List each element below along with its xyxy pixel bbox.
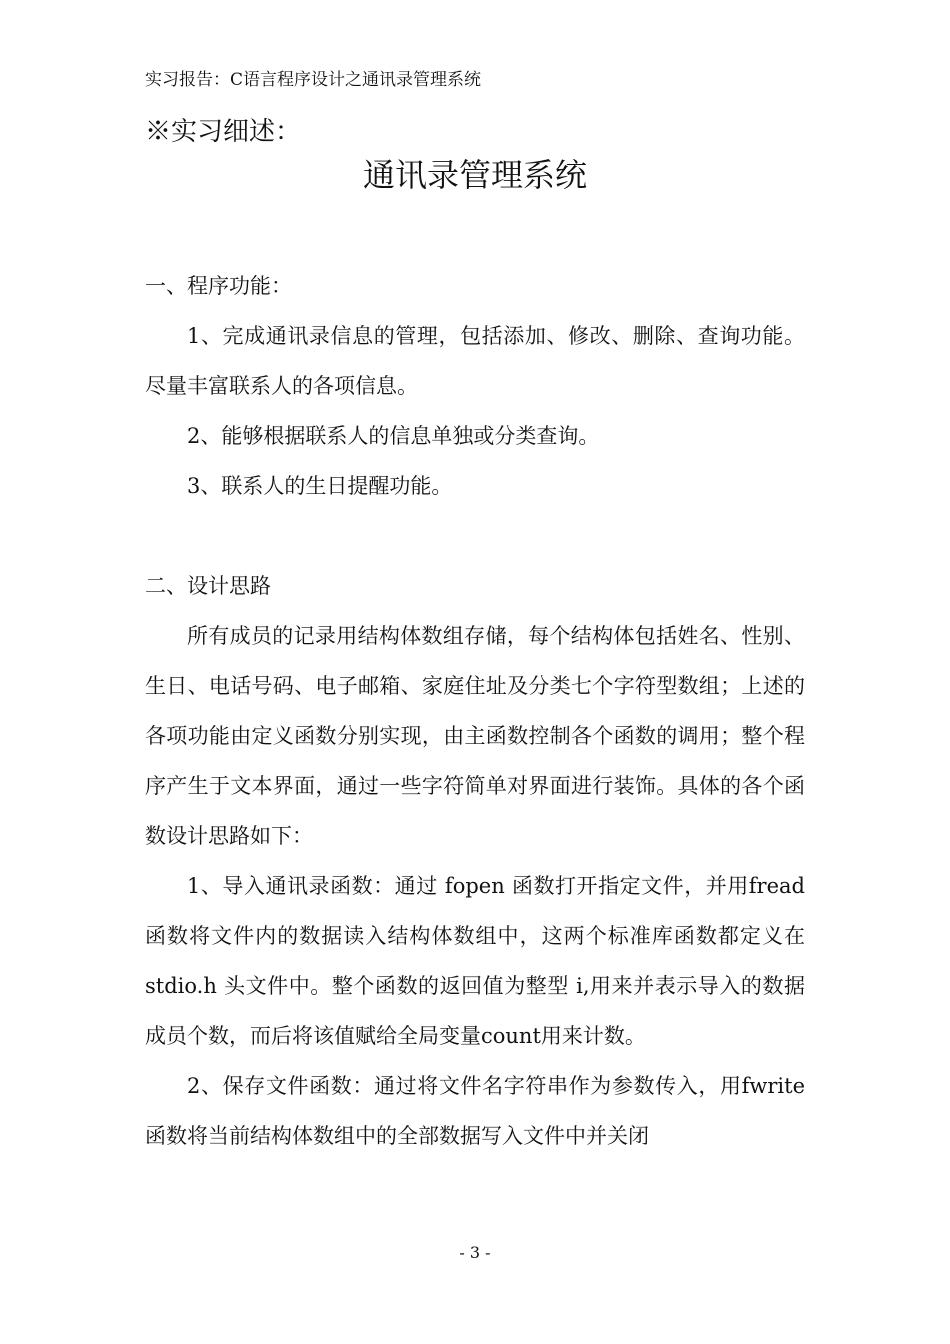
- body-paragraph: 所有成员的记录用结构体数组存储，每个结构体包括姓名、性别、生日、电话号码、电子邮箱、家庭住址及分类七个字符型数组；上述的各项功能由定义函数分别实现，由主函数控制各个函数的调用；整个程序产生于文本界面，通过一些字符简单对界面进行装饰。具体的各个函数设计思路如下：: [145, 624, 805, 848]
- body-paragraph: 1、导入通讯录函数：通过 fopen 函数打开指定文件，并用fread函数将文件内的数据读入结构体数组中，这两个标准库函数都定义在 stdio.h 头文件中。整个函数的返回值为整型 i,用来并表示导入的数据成员个数，而后将该值赋给全局变量count用来计数。: [145, 874, 805, 1048]
- function-item: 2、能够根据联系人的信息单独或分类查询。: [187, 424, 600, 448]
- running-header: 实习报告：C语言程序设计之通讯录管理系统: [145, 70, 482, 90]
- function-item: 3、联系人的生日提醒功能。: [187, 474, 453, 498]
- section-design-ideas: [145, 561, 805, 1161]
- section-heading: 二、设计思路: [145, 574, 271, 598]
- function-item: 1、完成通讯录信息的管理，包括添加、修改、删除、查询功能。尽量丰富联系人的各项信息。: [145, 324, 805, 398]
- section-mark: ※实习细述：: [145, 117, 302, 147]
- page-number: - 3 -: [459, 1243, 491, 1262]
- body-paragraph: 2、保存文件函数：通过将文件名字符串作为参数传入，用fwrite 函数将当前结构体数组中的全部数据写入文件中并关闭: [145, 1074, 805, 1148]
- section-heading: 一、程序功能：: [145, 274, 292, 298]
- section-program-functions: [145, 261, 805, 511]
- document-title: 通讯录管理系统: [362, 156, 587, 194]
